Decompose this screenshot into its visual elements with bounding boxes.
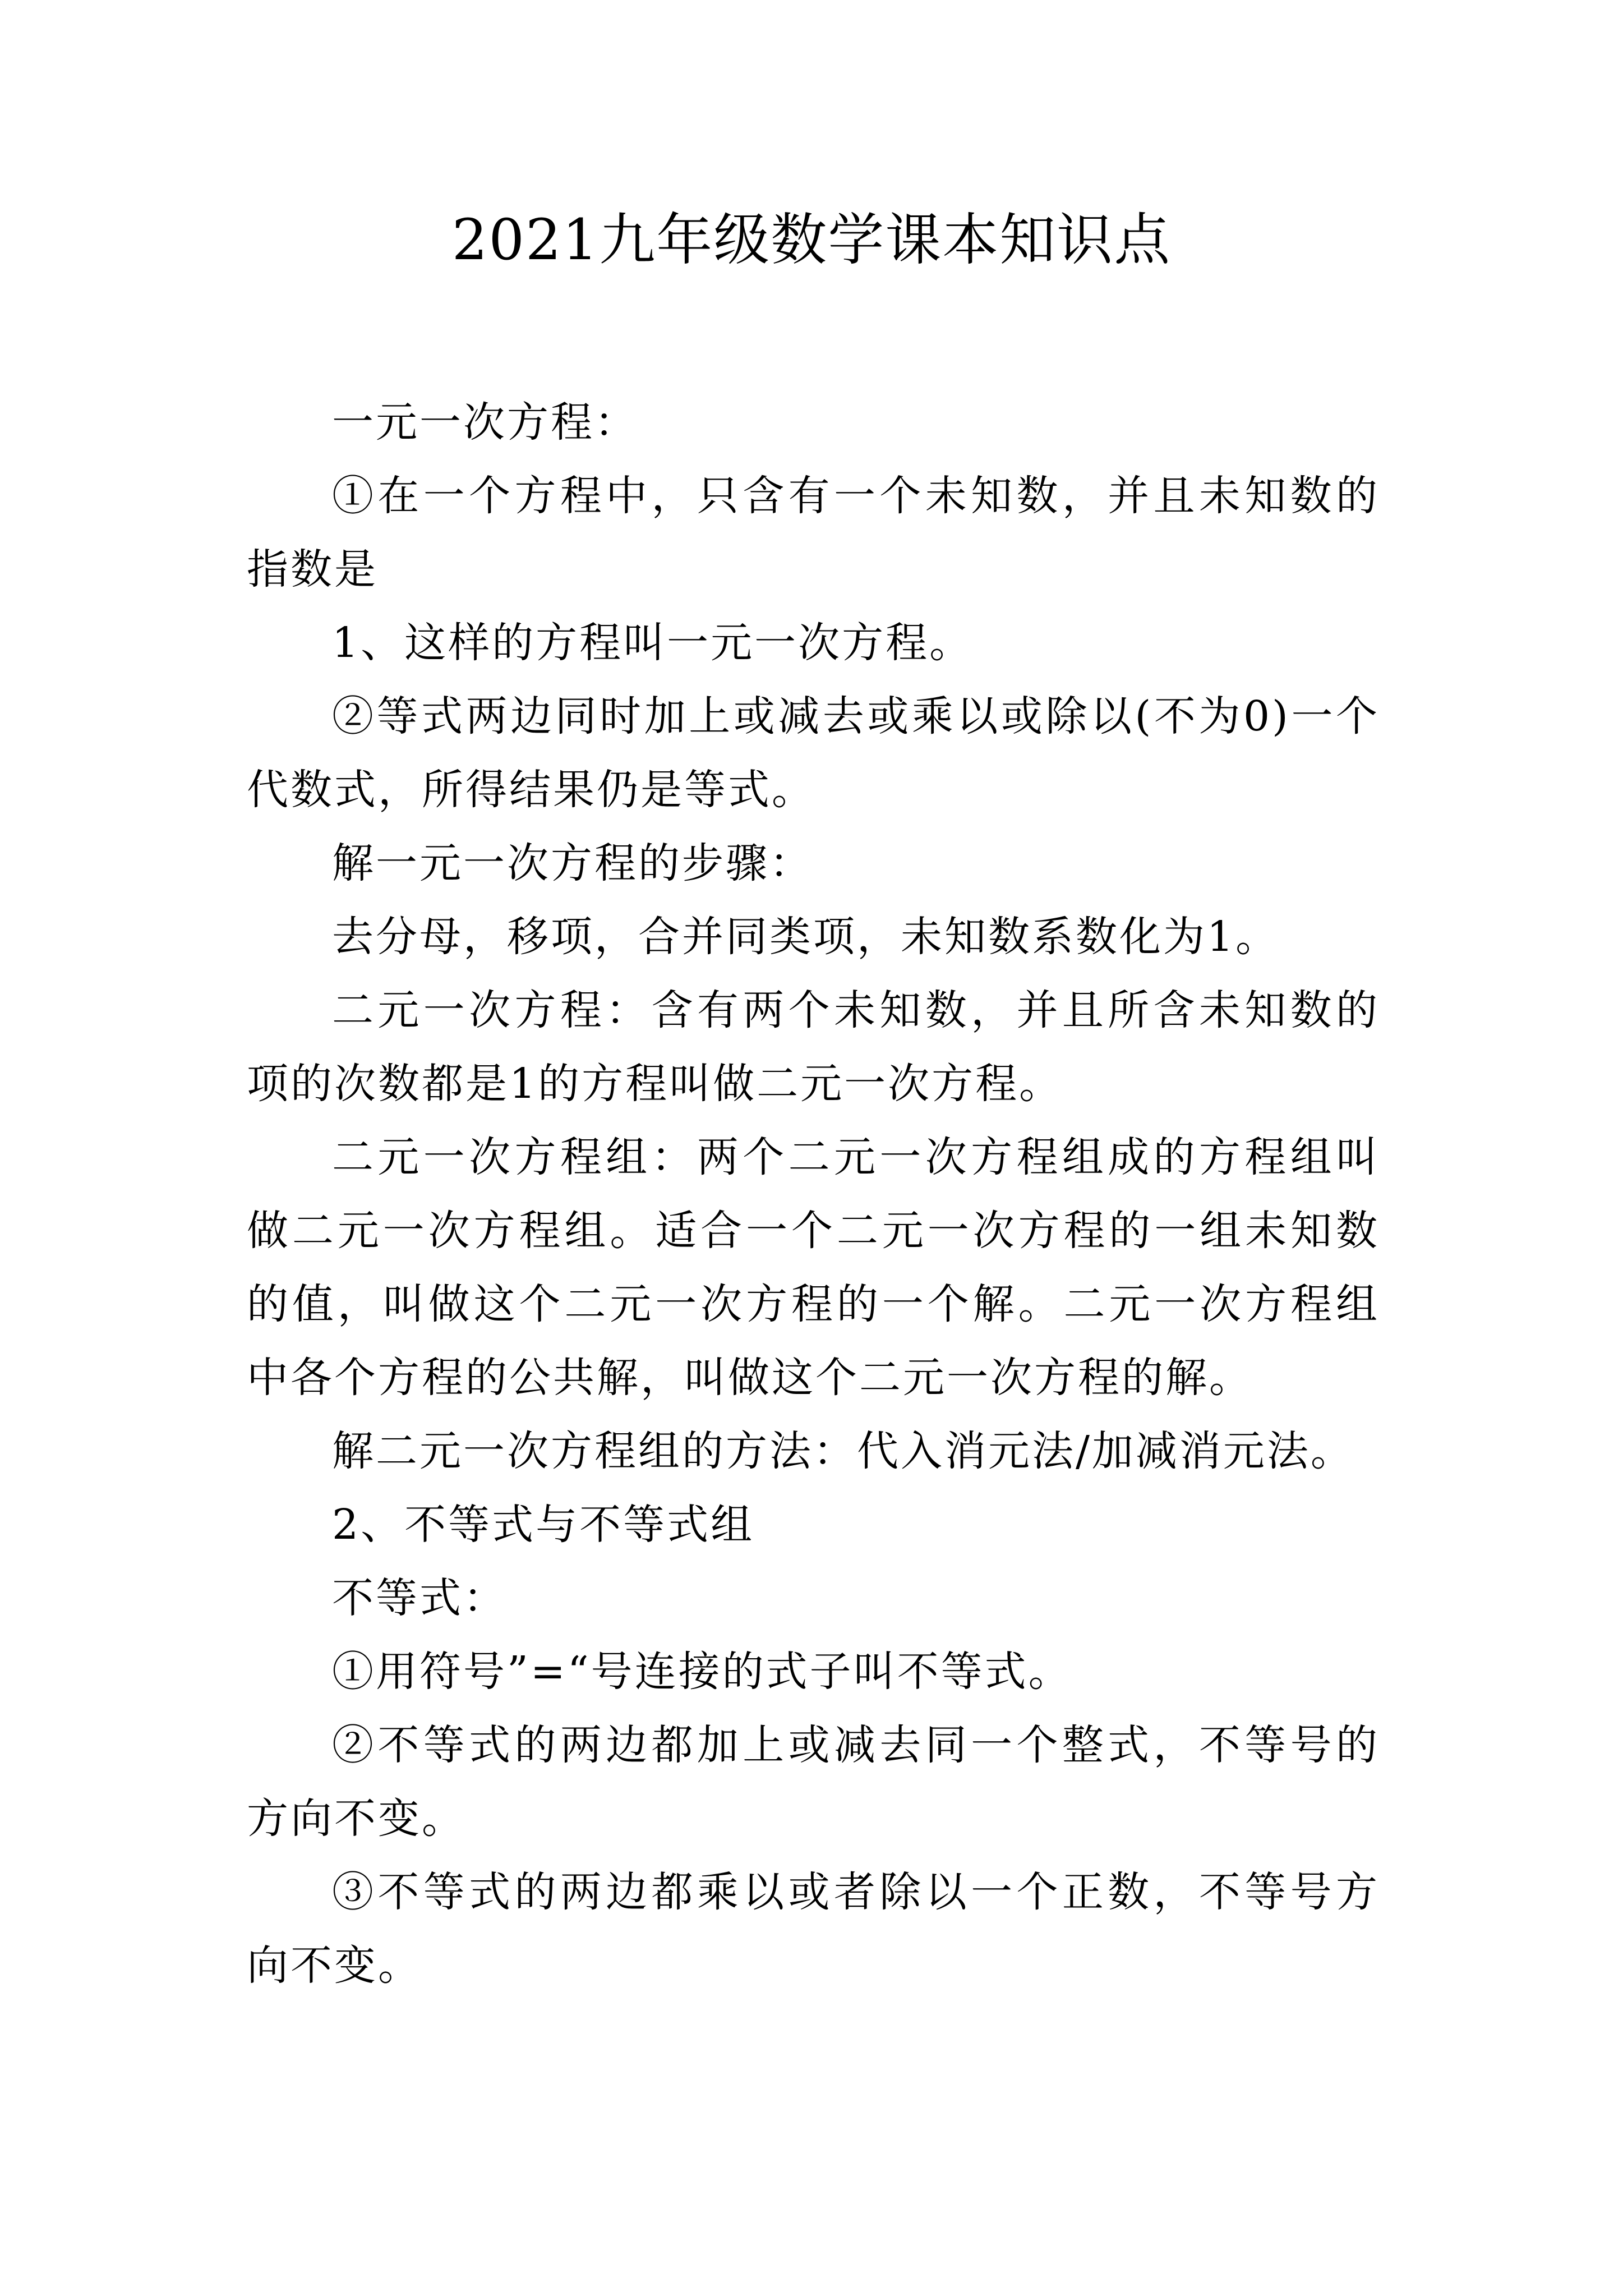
document-body <box>247 386 1380 2003</box>
paragraph: 2、不等式与不等式组 <box>332 1501 755 1549</box>
paragraph: ①在一个方程中，只含有一个未知数，并且未知数的指数是 <box>247 472 1380 593</box>
paragraph: 解二元一次方程组的方法：代入消元法/加减消元法。 <box>332 1427 1354 1475</box>
paragraph: 解一元一次方程的步骤： <box>332 839 813 887</box>
paragraph: ②不等式的两边都加上或减去同一个整式，不等号的方向不变。 <box>247 1721 1380 1843</box>
paragraph: ①用符号”=“号连接的式子叫不等式。 <box>332 1648 1072 1696</box>
paragraph: 1、这样的方程叫一元一次方程。 <box>332 619 974 667</box>
paragraph: 二元一次方程：含有两个未知数，并且所含未知数的项的次数都是1的方程叫做二元一次方程。 <box>247 986 1380 1108</box>
paragraph: 不等式： <box>332 1574 507 1622</box>
paragraph: 一元一次方程： <box>332 398 638 447</box>
paragraph: 去分母，移项，合并同类项，未知数系数化为1。 <box>332 913 1280 961</box>
paragraph: 二元一次方程组：两个二元一次方程组成的方程组叫做二元一次方程组。适合一个二元一次方程的一组未知数的值，叫做这个二元一次方程的一个解。二元一次方程组中各个方程的公共解，叫做这个二元一次方程的解。 <box>247 1133 1380 1402</box>
paragraph: ②等式两边同时加上或减去或乘以或除以(不为0)一个代数式，所得结果仍是等式。 <box>247 692 1380 814</box>
paragraph: ③不等式的两边都乘以或者除以一个正数，不等号方向不变。 <box>247 1868 1380 1990</box>
document-title: 2021九年级数学课本知识点 <box>451 207 1172 273</box>
